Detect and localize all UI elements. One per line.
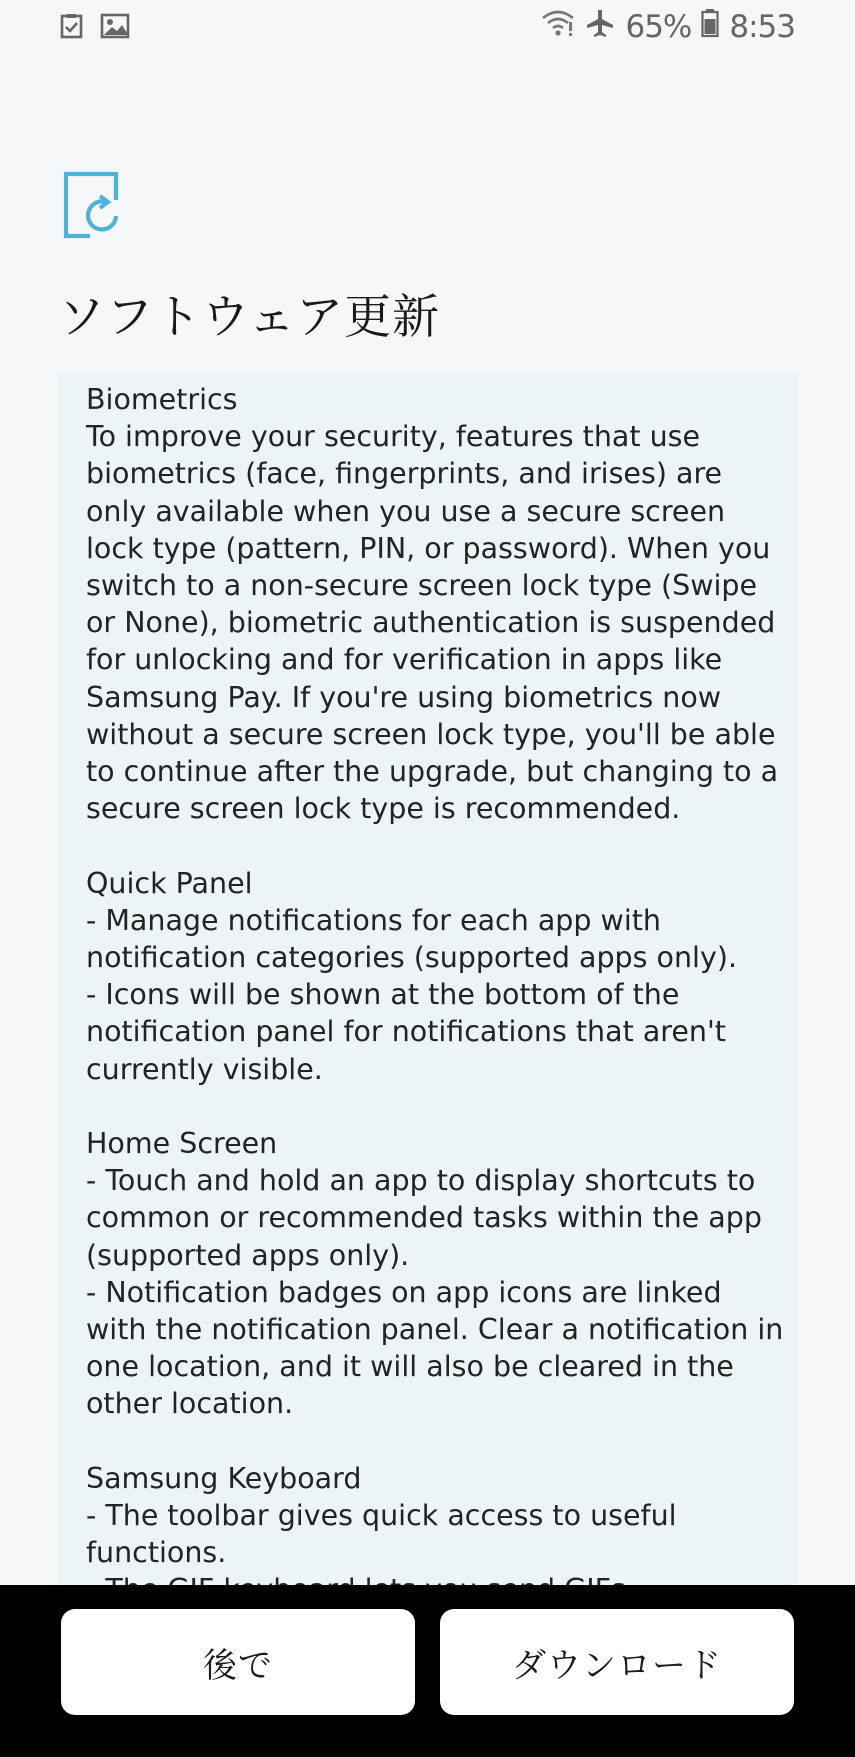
software-update-icon — [62, 170, 128, 242]
section-line: - Manage notifications for each app with notification categories (supported apps only). — [86, 903, 738, 975]
bottom-action-bar — [0, 1585, 855, 1757]
section-line: To improve your security, features that use biometrics (face, fingerprints, and irises) are only available when you use a secure screen lock type (pattern, PIN, or password). When you switch to a non-secure screen lock type (Swipe or None), biometric authentication is suspended for unlocking and for verification in apps like Samsung Pay. If you're using biometrics now without a secure screen lock type, you'll be able to continue after the upgrade, but changing to a secure screen lock type is recommended. — [86, 420, 779, 826]
page-title: ソフトウェア更新 — [58, 290, 441, 345]
section-title: Quick Panel — [86, 866, 253, 900]
battery-icon — [701, 8, 719, 46]
section-quick-panel — [86, 865, 786, 1088]
section-line: - Touch and hold an app to display shortcuts to common or recommended tasks within the app (supported apps only). — [86, 1164, 762, 1272]
status-bar — [0, 0, 855, 58]
section-title: Biometrics — [86, 383, 238, 416]
airplane-mode-icon — [585, 8, 615, 46]
section-line: - Notification badges on app icons are linked with the notification panel. Clear a notification in one location, and it will also be cleared in the other location. — [86, 1275, 784, 1421]
release-notes-panel[interactable] — [58, 373, 798, 1585]
clock: 8:53 — [729, 9, 795, 45]
wifi-icon — [541, 8, 575, 46]
section-home-screen — [86, 1125, 786, 1423]
gallery-icon — [100, 12, 128, 40]
task-check-icon — [58, 12, 86, 40]
download-button[interactable]: ダウンロード — [440, 1609, 794, 1715]
section-title: Samsung Keyboard — [86, 1461, 362, 1495]
section-line: - The toolbar gives quick access to useful functions. — [86, 1499, 677, 1570]
later-button[interactable]: 後で — [61, 1609, 415, 1715]
section-title: Home Screen — [86, 1127, 278, 1161]
section-biometrics — [86, 381, 786, 827]
section-line: - Icons will be shown at the bottom of the notification panel for notifications that aren't currently visible. — [86, 978, 726, 1086]
release-notes-text — [86, 381, 786, 1646]
battery-percent: 65% — [625, 9, 692, 45]
